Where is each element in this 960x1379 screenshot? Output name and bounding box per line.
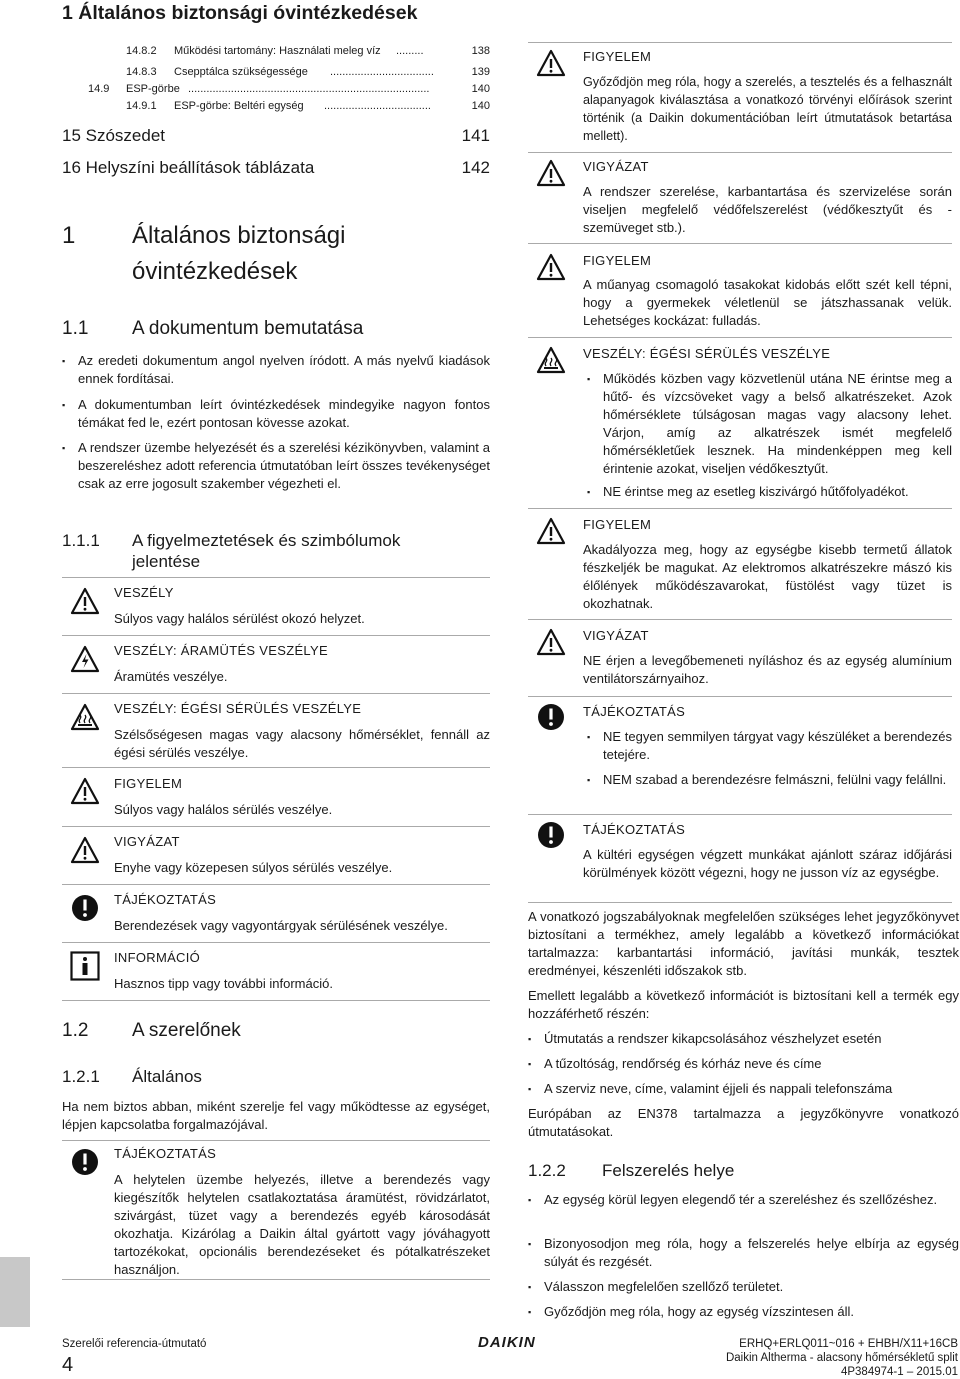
divider — [528, 508, 952, 509]
page-title: 1 Általános biztonsági óvintézkedések — [62, 2, 418, 24]
chapter-side-tab — [0, 1257, 30, 1327]
warning-title: VESZÉLY: ÉGÉSI SÉRÜLÉS VESZÉLYE — [583, 346, 831, 361]
symbol-title: TÁJÉKOZTATÁS — [114, 892, 217, 907]
section-number: 1.1 — [62, 318, 89, 339]
toc-chapter-label: 16 Helyszíni beállítások táblázata — [62, 158, 315, 177]
warning-triangle-icon — [70, 835, 100, 865]
list-item: ▪ NEM szabad a berendezésre felmászni, felülni vagy felállni. — [587, 771, 952, 789]
toc-label: Csepptálca szükségessége — [174, 66, 308, 78]
footer-model: ERHQ+ERLQ011~016 + EHBH/X11+16CB — [739, 1338, 958, 1350]
warning-triangle-icon — [536, 252, 566, 282]
list-item: ▪ Útmutatás a rendszer kikapcsolásához vészhelyzet esetén — [528, 1030, 959, 1048]
subsection-title — [132, 530, 400, 572]
divider — [62, 635, 490, 636]
hot-surface-icon — [536, 345, 566, 375]
toc-page: 139 — [471, 66, 490, 78]
section-title: A dokumentum bemutatása — [132, 318, 364, 339]
footer-doc-label: Szerelői referencia-útmutató — [62, 1338, 207, 1350]
subsection-title-line: A figyelmeztetések és szimbólumok — [132, 531, 401, 550]
subsection-number: 1.2.1 — [62, 1067, 100, 1086]
list-item: ▪ A tűzoltóság, rendőrség és kórház neve és címe — [528, 1055, 959, 1073]
toc-label: Működési tartomány: Használati meleg víz — [174, 45, 381, 57]
chapter-number: 1 — [62, 222, 76, 249]
symbol-title: VESZÉLY: ÁRAMÜTÉS VESZÉLYE — [114, 643, 328, 658]
symbol-text: Súlyos vagy halálos sérülést okozó helyzet. — [114, 611, 365, 626]
list-item: ▪ A dokumentumban leírt óvintézkedések mindegyike nagyon fontos témákat fed le, ezért pontosan kövesse azokat. — [62, 396, 490, 432]
toc-num: 14.9 — [88, 83, 110, 95]
toc-dots: ................................... — [324, 100, 431, 112]
subsection-title-line: jelentése — [132, 552, 201, 571]
toc-chapter-page: 142 — [461, 158, 490, 177]
toc-label: ESP-görbe: Beltéri egység — [174, 100, 304, 112]
list-item: ▪ Működés közben vagy közvetlenül utána NE érintse meg a hűtő- és vízcsöveket vagy a belső alkatrészeket. Azok hőmérséklete túlságosan magas vagy alacsony lehet. Várjon, amíg az alkatrészek ismét megfelelő hőmérsékletűek lesznek. Ha mindenképpen meg kell érintenie azokat, viseljen védőkesztyűt. — [587, 370, 952, 478]
symbol-title: FIGYELEM — [114, 776, 183, 791]
section-number: 1.2 — [62, 1020, 89, 1041]
toc-num: 14.9.1 — [126, 100, 157, 112]
warning-title: VIGYÁZAT — [583, 628, 649, 643]
hot-surface-icon — [70, 702, 100, 732]
notice-circle-icon — [70, 1147, 100, 1177]
divider — [62, 826, 490, 827]
divider — [528, 814, 952, 815]
toc-dots: ......... — [396, 45, 424, 57]
symbol-text: Berendezések vagy vagyontárgyak sérülésének veszélye. — [114, 918, 448, 933]
divider — [62, 1279, 490, 1280]
list-item: ▪ Győződjön meg róla, hogy az egység vízszintesen áll. — [528, 1303, 959, 1321]
divider — [62, 767, 490, 768]
section-title: A szerelőnek — [132, 1020, 241, 1041]
symbol-title: VESZÉLY: ÉGÉSI SÉRÜLÉS VESZÉLYE — [114, 701, 362, 716]
paragraph: Ha nem biztos abban, miként szerelje fel vagy működtesse az egységet, lépjen kapcsolatba forgalmazójával. — [62, 1099, 490, 1132]
toc-page: 138 — [471, 45, 490, 57]
warning-triangle-icon — [70, 776, 100, 806]
warning-triangle-icon — [536, 158, 566, 188]
warning-title: FIGYELEM — [583, 49, 652, 64]
notice-title: TÁJÉKOZTATÁS — [583, 704, 686, 719]
notice-text: A helytelen üzembe helyezés, illetve a berendezés vagy kiegészítők helytelen csatlakoztatása áramütést, rövidzárlatot, szivárgást, tüzet vagy a berendezés egyéb károsodását okozhatja. Kizárólag a Daikin által gyártott vagy jóváhagyott tartozékokat, opcionális berendezéseket és pótalkatrészeket használjon. — [114, 1172, 490, 1277]
symbol-title: VIGYÁZAT — [114, 834, 180, 849]
paragraph: A vonatkozó jogszabályoknak megfelelően szükséges lehet jegyzőkönyvet biztosítani a termékhez, amely legalább a következő információkat tartalmazza: karbantartási információ, javítási munkák, tesztek eredményei, készenléti időszakok stb. — [528, 909, 959, 978]
toc-chapter-label: 15 Szószedet — [62, 126, 166, 145]
notice-circle-icon — [536, 702, 566, 732]
divider — [528, 337, 952, 338]
warning-title: FIGYELEM — [583, 517, 652, 532]
list-item: ▪ A szerviz neve, címe, valamint éjjeli és nappali telefonszáma — [528, 1080, 959, 1098]
toc-page: 140 — [471, 83, 490, 95]
subsection-number: 1.2.2 — [528, 1161, 566, 1180]
notice-title: TÁJÉKOZTATÁS — [114, 1146, 217, 1161]
warning-triangle-icon — [70, 586, 100, 616]
symbol-text: Enyhe vagy közepesen súlyos sérülés veszélye. — [114, 860, 393, 875]
chapter-title — [132, 218, 345, 290]
divider — [528, 902, 952, 903]
footer-page-number: 4 — [62, 1354, 74, 1376]
footer-product: Daikin Altherma - alacsony hőmérsékletű split — [725, 1352, 958, 1364]
warning-title: VIGYÁZAT — [583, 159, 649, 174]
list-item: ▪ Az eredeti dokumentum angol nyelven íródott. A más nyelvű kiadások ennek fordításai. — [62, 352, 490, 388]
divider — [62, 1000, 490, 1001]
paragraph: Európában az EN378 tartalmazza a jegyzőkönyvre vonatkozó útmutatásokat. — [528, 1106, 959, 1139]
toc-num: 14.8.3 — [126, 66, 157, 78]
divider — [62, 577, 490, 578]
symbol-title: INFORMÁCIÓ — [114, 950, 201, 965]
toc-chapter[interactable] — [62, 126, 490, 146]
notice-title: TÁJÉKOZTATÁS — [583, 822, 686, 837]
toc-chapter[interactable] — [62, 158, 490, 178]
warning-triangle-icon — [536, 627, 566, 657]
notice-text: A kültéri egységen végzett munkákat ajánlott száraz időjárási körülmények között végezni, hogy ne jusson víz az egységbe. — [583, 847, 952, 880]
divider — [62, 884, 490, 885]
symbol-text: Áramütés veszélye. — [114, 669, 228, 684]
warning-triangle-icon — [536, 48, 566, 78]
warning-text: NE érjen a levegőbemeneti nyíláshoz és az egység alumínium ventilátorszárnyaihoz. — [583, 653, 952, 686]
paragraph: Emellett legalább a következő információt is biztosítani kell a termék egy hozzáférhető részén: — [528, 988, 959, 1021]
divider — [528, 152, 952, 153]
subsection-number: 1.1.1 — [62, 531, 100, 550]
toc-dots: ............................................................................... — [188, 83, 430, 95]
divider — [62, 942, 490, 943]
notice-circle-icon — [70, 893, 100, 923]
list-item: ▪ Az egység körül legyen elegendő tér a szereléshez és szellőzéshez. — [528, 1191, 959, 1209]
list-item: ▪ Válasszon megfelelően szellőző területet. — [528, 1278, 959, 1296]
footer-code: 4P384974-1 – 2015.01 — [840, 1366, 958, 1378]
warning-title: FIGYELEM — [583, 253, 652, 268]
toc-label: ESP-görbe — [126, 83, 180, 95]
divider — [62, 693, 490, 694]
symbol-title: VESZÉLY — [114, 585, 174, 600]
symbol-text: Súlyos vagy halálos sérülés veszélye. — [114, 802, 333, 817]
divider — [528, 696, 952, 697]
subsection-title: Felszerelés helye — [602, 1161, 735, 1180]
chapter-title-line: Általános biztonsági — [132, 222, 346, 249]
divider — [62, 1140, 490, 1141]
warning-triangle-icon — [536, 516, 566, 546]
info-icon — [70, 951, 100, 981]
toc-chapter-page: 141 — [461, 126, 490, 145]
list-item: ▪ NE tegyen semmilyen tárgyat vagy készüléket a berendezés tetejére. — [587, 728, 952, 764]
toc-num: 14.8.2 — [126, 45, 157, 57]
divider — [528, 619, 952, 620]
toc-page: 140 — [471, 100, 490, 112]
subsection-title: Általános — [132, 1067, 202, 1086]
list-item: ▪ A rendszer üzembe helyezését és a szerelési kézikönyvben, valamint a beszereléshez adott referencia útmutatóban leírt összes tevékenységet csak az erre jogosult szakember végezheti el. — [62, 439, 490, 493]
divider — [528, 42, 952, 43]
chapter-title-line: óvintézkedések — [132, 258, 298, 285]
toc-dots: .................................. — [330, 66, 434, 78]
symbol-text: Szélsőségesen magas vagy alacsony hőmérséklet, fennáll az égési sérülés veszélye. — [114, 727, 490, 760]
electric-shock-icon — [70, 644, 100, 674]
warning-text: Akadályozza meg, hogy az egységbe kisebb termetű állatok fészkeljék be magukat. Az elektromos alkatrészekre mászó kis élőlények működészavarokat, füstölést vagy tüzet is okozhatnak. — [583, 542, 952, 611]
notice-circle-icon — [536, 820, 566, 850]
divider — [528, 243, 952, 244]
warning-text: A műanyag csomagoló tasakokat kidobás előtt szét kell tépni, hogy a gyermekek véletlenül se játszhassanak velük. Lehetséges kockázat: fulladás. — [583, 277, 952, 328]
warning-text: A rendszer szerelése, karbantartása és szervizelése során viseljen megfelelő védőfelszerelést (védőkesztyűt és -szemüveget stb.). — [583, 184, 952, 235]
symbol-text: Hasznos tipp vagy további információ. — [114, 976, 333, 991]
list-item: ▪ Bizonyosodjon meg róla, hogy a felszerelés helye elbírja az egység súlyát és rezgését. — [528, 1235, 959, 1271]
list-item: ▪ NE érintse meg az esetleg kiszivárgó hűtőfolyadékot. — [587, 483, 952, 501]
warning-text: Győződjön meg róla, hogy a szerelés, a tesztelés és a felhasznált alapanyagok kiválasztása a vonatkozó törvényi előírások szerint történik (a Daikin dokumentációban leírt útmutatások betartása mellett). — [583, 75, 952, 143]
daikin-logo: DAIKIN — [478, 1334, 536, 1351]
